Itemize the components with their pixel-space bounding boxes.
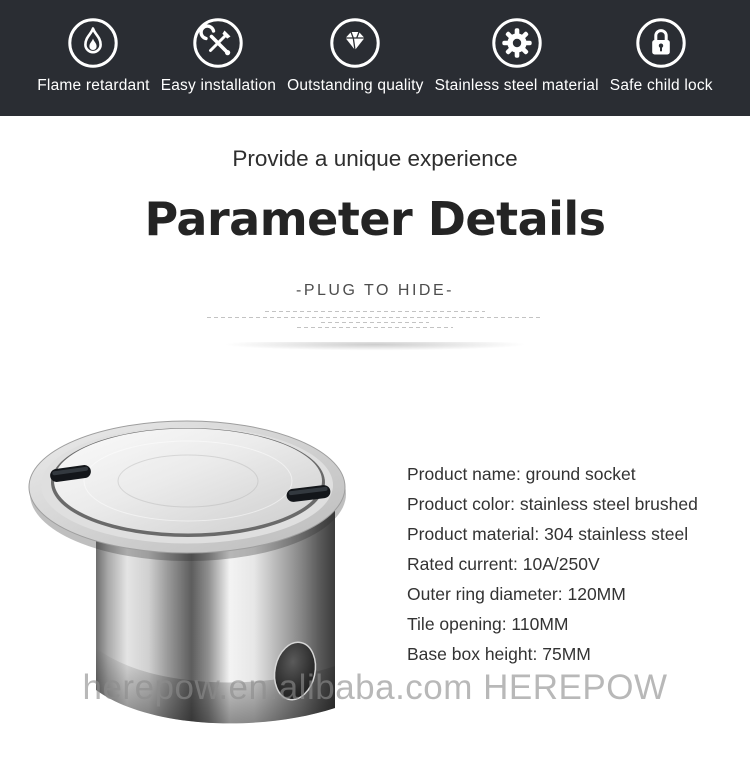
tools-icon xyxy=(192,17,244,69)
feature-label: Easy installation xyxy=(160,77,277,94)
feature-easy-installation xyxy=(161,17,276,95)
dashed-divider-line xyxy=(321,322,429,323)
soft-shadow-divider xyxy=(160,342,590,352)
spec-base-height: Base box height: 75MM xyxy=(407,644,591,664)
spec-ring-diameter: Outer ring diameter: 120MM xyxy=(407,584,626,604)
watermark-text: herepow.en.alibaba.com HEREPOW xyxy=(82,668,668,707)
gear-icon xyxy=(491,17,543,69)
spec-tile-opening: Tile opening: 110MM xyxy=(407,614,569,634)
feature-label: Flame retardant xyxy=(37,77,150,94)
feature-stainless-material xyxy=(435,17,599,95)
flame-icon xyxy=(67,17,119,69)
section-subtitle: Provide a unique experience xyxy=(232,146,518,171)
spec-product-name: Product name: ground socket xyxy=(407,464,636,484)
features-banner xyxy=(0,0,750,116)
diamond-icon xyxy=(329,17,381,69)
spec-rated-current: Rated current: 10A/250V xyxy=(407,554,600,574)
product-image-ground-socket xyxy=(18,408,362,742)
lock-icon xyxy=(635,17,687,69)
dashed-divider-line xyxy=(297,327,453,328)
page-title: Parameter Details xyxy=(144,192,606,246)
tagline: -PLUG TO HIDE- xyxy=(296,282,454,299)
feature-flame-retardant xyxy=(37,17,149,95)
feature-outstanding-quality xyxy=(287,17,424,95)
product-spec-list xyxy=(407,459,698,669)
spec-product-color: Product color: stainless steel brushed xyxy=(407,494,698,514)
feature-safe-child-lock xyxy=(610,17,713,95)
feature-label: Outstanding quality xyxy=(287,77,424,94)
spec-material: Product material: 304 stainless steel xyxy=(407,524,689,544)
feature-label: Stainless steel material xyxy=(434,77,599,94)
feature-label: Safe child lock xyxy=(609,77,713,94)
dashed-divider-line xyxy=(207,317,543,318)
dashed-divider-line xyxy=(265,311,485,312)
